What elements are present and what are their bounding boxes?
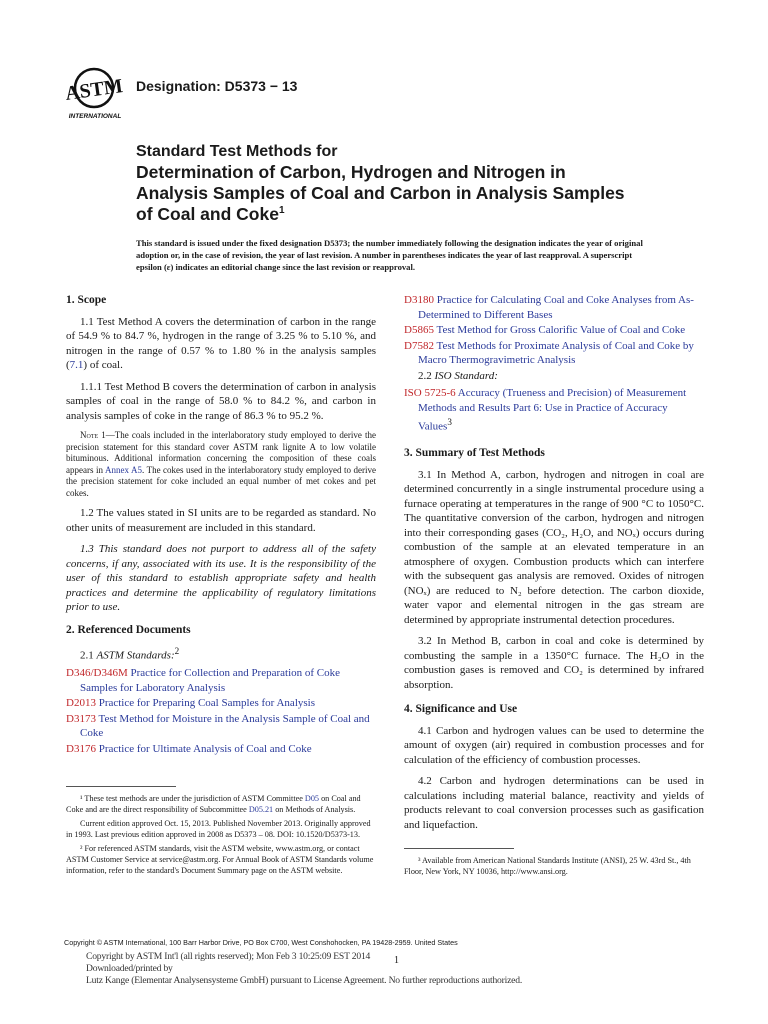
para-1-3: 1.3 This standard does not purport to address all of the safety concerns, if any, associated with its use. It is the responsibility of the user of this standard to establish appropriate safety and health practices and determine the applicability of regulatory limitations prior to use. (66, 543, 376, 613)
para-3-2: 3.2 In Method B, carbon in coal and coke is determined by combusting the sample in a 1350°C furnace. The H₂O in the combustion gases is removed and CO₂ is determined by infrared absorption. (404, 635, 704, 691)
download-line-1: Copyright by ASTM Int'l (all rights reserved); Mon Feb 3 10:25:09 EST 2014 (86, 951, 371, 962)
ref-item-d7582[interactable] (404, 339, 704, 368)
svg-text:ASTM: ASTM (64, 75, 125, 105)
download-line-2: Downloaded/printed by (86, 963, 173, 974)
ref-item-d3176[interactable] (66, 742, 376, 757)
ref-code[interactable]: D3176 (66, 742, 96, 755)
para-1-1: 1.1 Test Method A covers the determination of carbon in the range of 54.9 % to 84.7 %, hydrogen in the range of 3.25 % to 5.10 %, and nitrogen in the range of 0.57 % to 1.80 % in the analysis samples (7.1) of coal. (66, 315, 376, 371)
ref-code[interactable]: D2013 (66, 697, 96, 710)
ref-item-d2013[interactable] (66, 696, 376, 711)
referenced-docs-heading: 2. Referenced Documents (66, 623, 191, 636)
footnote-1: ¹ These test methods are under the jurisdiction of ASTM Committee D05 on Coal and Coke and are the direct responsibility of Subcommittee D05.21 on Methods of Analysis. (66, 794, 361, 815)
para-1-1-1: 1.1.1 Test Method B covers the determination of carbon in analysis samples of coal in the range of 58.0 % to 84.2 %, and carbon in analysis samples of coke in the range of 86.3 % to 95.2 %. (66, 380, 376, 422)
right-column (404, 293, 704, 880)
link-7-1[interactable]: 7.1 (69, 359, 84, 371)
astm-standards-subheading: 2.1 ASTM Standards:$^2$ (80, 646, 180, 662)
ref-item-d3173[interactable] (66, 712, 376, 741)
copyright-line: Copyright © ASTM International, 100 Barr Harbor Drive, PO Box C700, West Conshohocken, PA 19428-2959. United States (64, 938, 458, 947)
ref-desc[interactable]: Practice for Preparing Coal Samples for Analysis (98, 697, 315, 710)
ref-item-d346-d346m[interactable] (66, 666, 376, 695)
summary-heading: 3. Summary of Test Methods (404, 447, 545, 460)
footnote-1-edition: Current edition approved Oct. 15, 2013. Published November 2013. Originally approved in 1993. Last previous edition approved in 2008 as D5373 – 08. DOI: 10.1520/D5373-13. (66, 819, 371, 840)
ref-item-iso-5725-6[interactable]: ISO 5725-6 Accuracy (Trueness and Precision) of Measurement Methods and Results Part 6: Use in Practice of Accuracy Values$^3$ (404, 387, 687, 433)
title-line-4: of Coal and Coke (136, 204, 279, 224)
footnote-rule-right (404, 848, 514, 849)
footnote-rule (66, 786, 176, 787)
ref-desc[interactable]: Practice for Calculating Coal and Coke Analyses from As-Determined to Different Bases (418, 294, 694, 321)
para-3-1: 3.1 In Method A, carbon, hydrogen and nitrogen in coal are determined concurrently in a single instrumental procedure using a furnace operating at temperatures in the range of 900 °C to 1050°C. The quantitative conversion of the carbon, hydrogen and nitrogen into their corresponding gases (CO₂, H₂O, and NOₓ) occurs during combustion of the sample at an elevated temperature in an atmosphere of oxygen. Combustion products which can interfere with the subsequent gas analysis are removed. Oxides of nitrogen (NOₓ) are reduced to N₂ before detection. The carbon dioxide, water vapor and elemental nitrogen in the gas stream are determined by appropriate instrumental detection procedures. (404, 468, 704, 626)
ref-code[interactable]: D346/D346M (66, 667, 128, 680)
ref-code[interactable]: D3173 (66, 712, 96, 725)
page-number: 1 (394, 955, 399, 966)
title-footnote-mark: 1 (278, 205, 285, 217)
ref-code[interactable]: D3180 (404, 294, 434, 306)
ref-desc[interactable]: Practice for Ultimate Analysis of Coal and Coke (98, 742, 312, 755)
ref-item-d3180[interactable] (404, 293, 704, 322)
astm-logo (64, 66, 126, 122)
note-1: Note 1—The coals included in the interlaboratory study employed to derive the precision statement for this standard cover ASTM rank lignite A to low volatile bituminous. Additional information concerning the composition of these coals appears in Annex A5. The cokes used in the interlaboratory study employed to derive the precision statement for coke included an equal number of met cokes and pet cokes. (66, 430, 376, 498)
ref-code[interactable]: D5865 (404, 324, 434, 336)
ref-desc[interactable]: Test Method for Gross Calorific Value of Coal and Coke (436, 324, 686, 336)
title-line-3: Analysis Samples of Coal and Carbon in Analysis Samples (136, 183, 625, 203)
ref-desc[interactable]: Test Methods for Proximate Analysis of Coal and Coke by Macro Thermogravimetric Analysis (418, 339, 694, 366)
ref-code[interactable]: D7582 (404, 339, 434, 352)
designation: Designation: D5373 − 13 (136, 78, 298, 94)
ref-item-d5865[interactable] (404, 323, 704, 338)
link-d05[interactable]: D05 (304, 794, 320, 804)
download-notice (86, 951, 522, 987)
download-line-3: Lutz Kange (Elementar Analysensysteme GmbH) pursuant to License Agreement. No further reproductions authorized. (86, 975, 523, 986)
para-1-2: 1.2 The values stated in SI units are to be regarded as standard. No other units of measurement are included in this standard. (66, 507, 376, 534)
title-line-2: Determination of Carbon, Hydrogen and Nitrogen in (136, 162, 566, 182)
iso-standard-subheading: 2.2 ISO Standard: (418, 369, 498, 382)
footnote-2: ² For referenced ASTM standards, visit the ASTM website, www.astm.org, or contact ASTM Customer Service at service@astm.org. For Annual Book of ASTM Standards volume information, refer to the standard's Document Summary page on the ASTM website. (66, 844, 374, 876)
para-4-2: 4.2 Carbon and hydrogen determinations can be used in calculations including material balance, reactivity and yields of products relevant to coal conversion processes such as gasification and liquefaction. (404, 775, 704, 831)
link-d05-21[interactable]: D05.21 (248, 805, 274, 815)
scope-heading: 1. Scope (66, 294, 107, 306)
document-title (136, 141, 656, 225)
footnote-3: ³ Available from American National Standards Institute (ANSI), 25 W. 43rd St., 4th Floor, New York, NY 10036, http://www.ansi.org. (404, 856, 691, 877)
issue-note: This standard is issued under the fixed designation D5373; the number immediately following the designation indicates the year of original adoption or, in the case of revision, the year of last revision. A number in parentheses indicates the year of last reapproval. A superscript epsilon (ε) indicates an editorial change since the last revision or reapproval. (136, 238, 643, 272)
para-4-1: 4.1 Carbon and hydrogen values can be used to determine the amount of oxygen (air) required in combustion processes and for calculation of the efficiency of combustion processes. (404, 724, 704, 766)
title-line-1: Standard Test Methods for (136, 143, 338, 160)
left-column (66, 293, 376, 879)
ref-desc[interactable]: Practice for Collection and Preparation of Coke Samples for Laboratory Analysis (80, 667, 341, 694)
significance-heading: 4. Significance and Use (404, 703, 518, 716)
link-annex-a5[interactable]: Annex A5 (104, 464, 142, 475)
ref-desc[interactable]: Test Method for Moisture in the Analysis Sample of Coal and Coke (80, 712, 370, 740)
svg-text:INTERNATIONAL: INTERNATIONAL (68, 113, 122, 120)
